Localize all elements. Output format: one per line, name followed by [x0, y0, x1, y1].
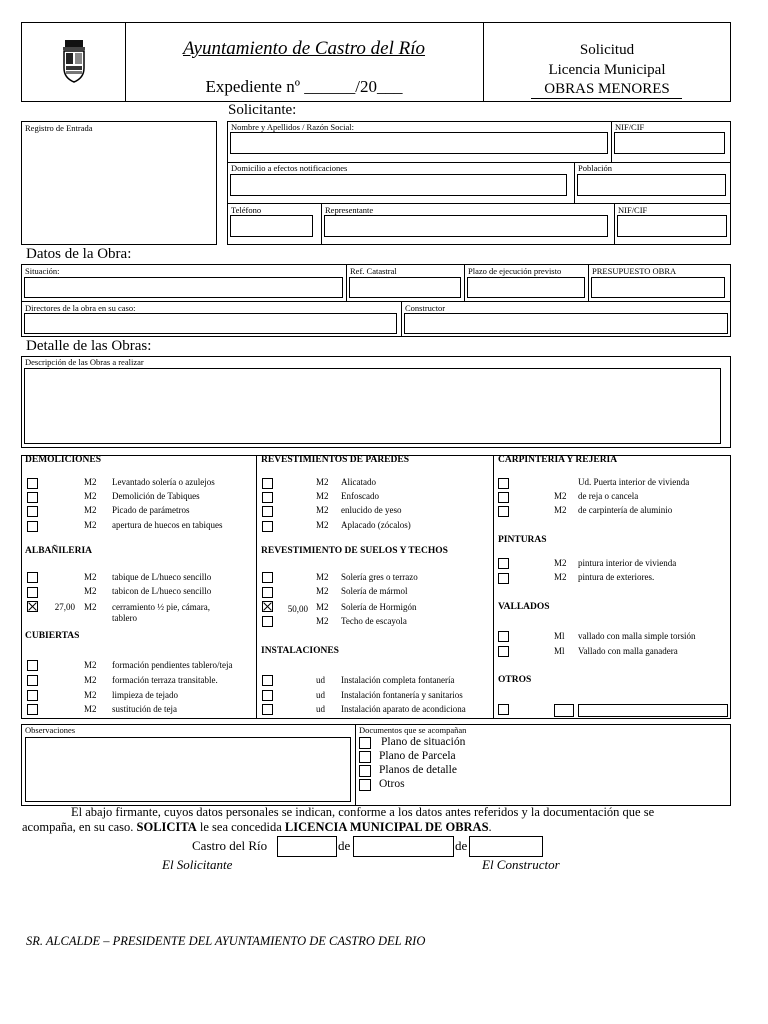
ins-check-1[interactable]: [262, 675, 273, 686]
plazo-input[interactable]: [467, 277, 585, 298]
town-title: Ayuntamiento de Castro del Río: [182, 38, 426, 59]
datos-hline: [21, 301, 731, 302]
dem-unit-4: M2: [84, 520, 97, 530]
alb-label-3b: tablero: [112, 613, 137, 623]
telefono-label: Teléfono: [231, 205, 262, 215]
par-label-3: enlucido de yeso: [341, 505, 402, 515]
doc-check-4[interactable]: [359, 779, 371, 791]
cub-check-2[interactable]: [27, 675, 38, 686]
situacion-label: Situación:: [25, 266, 60, 276]
par-label-1: Alicatado: [341, 477, 376, 487]
plazo-label: Plazo de ejecución previsto: [468, 266, 562, 276]
par-unit-1: M2: [316, 477, 329, 487]
alb-check-2[interactable]: [27, 587, 38, 598]
par-check-3[interactable]: [262, 506, 273, 517]
descripcion-input[interactable]: [24, 368, 721, 444]
doc-label-4: Otros: [379, 778, 405, 790]
par-label-2: Enfoscado: [341, 491, 379, 501]
representante-input[interactable]: [324, 215, 608, 237]
cub-unit-2: M2: [84, 675, 97, 685]
doc-label-1: Plano de situación: [381, 736, 466, 748]
pinturas-heading: PINTURAS: [498, 535, 547, 545]
demoliciones-heading: DEMOLICIONES: [25, 455, 102, 465]
de-label-2: de: [455, 838, 468, 853]
dem-check-4[interactable]: [27, 521, 38, 532]
cubiertas-heading: CUBIERTAS: [25, 631, 80, 641]
obras-underline: [531, 98, 682, 99]
pin-unit-1: M2: [554, 558, 567, 568]
datos-vline-2: [464, 264, 465, 301]
car-check-1[interactable]: [498, 478, 509, 489]
cub-check-1[interactable]: [27, 660, 38, 671]
ins-check-3[interactable]: [262, 704, 273, 715]
ins-unit-1: ud: [316, 675, 325, 685]
nombre-label: Nombre y Apellidos / Razón Social:: [231, 122, 354, 132]
directores-input[interactable]: [24, 313, 397, 334]
par-check-4[interactable]: [262, 521, 273, 532]
albanileria-heading: ALBAÑILERIA: [25, 546, 93, 556]
dem-unit-2: M2: [84, 491, 97, 501]
par-label-4: Aplacado (zócalos): [341, 520, 411, 530]
carpinteria-heading: CARPINTERIA Y REJERIA: [498, 455, 618, 465]
alb-unit-2: M2: [84, 586, 97, 596]
sue-unit-2: M2: [316, 586, 329, 596]
cub-check-4[interactable]: [27, 704, 38, 715]
grid-vline-1: [256, 455, 257, 719]
dem-check-2[interactable]: [27, 492, 38, 503]
ins-label-1: Instalación completa fontanería: [341, 675, 455, 685]
sue-label-4: Techo de escayola: [341, 616, 407, 626]
situacion-input[interactable]: [24, 277, 343, 298]
nif-label-1: NIF/CIF: [615, 122, 645, 132]
par-unit-4: M2: [316, 520, 329, 530]
section-solicitante: Solicitante:: [228, 102, 297, 118]
observaciones-input[interactable]: [25, 737, 351, 802]
poblacion-label: Población: [578, 163, 612, 173]
obras-menores-label: OBRAS MENORES: [544, 81, 670, 97]
ins-check-2[interactable]: [262, 690, 273, 701]
grid-vline-2: [493, 455, 494, 719]
sue-label-3: Solería de Hormigón: [341, 602, 417, 612]
nif-input-1[interactable]: [614, 132, 725, 154]
sue-qty-3: 50,00: [287, 604, 308, 614]
documentos-label: Documentos que se acompañan: [359, 725, 467, 735]
nif-input-2[interactable]: [617, 215, 727, 237]
observaciones-label: Observaciones: [25, 725, 76, 735]
val-unit-1: Ml: [554, 631, 565, 641]
pin-check-2[interactable]: [498, 573, 509, 584]
car-check-3[interactable]: [498, 506, 509, 517]
day-input[interactable]: [277, 836, 337, 857]
dem-unit-1: M2: [84, 477, 97, 487]
doc-check-2[interactable]: [359, 751, 371, 763]
sol-vline-1: [611, 121, 612, 162]
representante-label: Representante: [325, 205, 374, 215]
val-check-2[interactable]: [498, 646, 509, 657]
alb-check-1[interactable]: [27, 572, 38, 583]
pin-label-2: pintura de exteriores.: [578, 572, 655, 582]
par-unit-3: M2: [316, 505, 329, 515]
datos-vline-4: [401, 301, 402, 337]
poblacion-input[interactable]: [577, 174, 726, 196]
sue-unit-1: M2: [316, 572, 329, 582]
month-input[interactable]: [353, 836, 454, 857]
sue-check-1[interactable]: [262, 572, 273, 583]
dem-label-3: Picado de parámetros: [112, 505, 190, 515]
alb-label-2: tabicon de L/hueco sencillo: [112, 586, 212, 596]
el-constructor: El Constructor: [482, 857, 560, 872]
el-solicitante: El Solicitante: [162, 857, 233, 872]
bottom-vline: [355, 724, 356, 806]
presupuesto-input[interactable]: [591, 277, 725, 298]
pin-label-1: pintura interior de vivienda: [578, 558, 677, 568]
cub-unit-3: M2: [84, 690, 97, 700]
doc-label-2: Plano de Parcela: [379, 750, 456, 762]
registro-box: [21, 121, 217, 245]
sue-label-1: Solería gres o terrazo: [341, 572, 418, 582]
cub-unit-1: M2: [84, 660, 97, 670]
val-unit-2: Ml: [554, 646, 565, 656]
cub-unit-4: M2: [84, 704, 97, 714]
vallados-heading: VALLADOS: [498, 602, 550, 612]
registro-label: Registro de Entrada: [25, 123, 93, 133]
alcalde-line: SR. ALCALDE – PRESIDENTE DEL AYUNTAMIENTO DE CASTRO DEL RIO: [26, 934, 426, 948]
statement-line-2: [22, 820, 492, 835]
datos-vline-1: [346, 264, 347, 301]
alb-label-3: cerramiento ½ pie, cámara,: [112, 602, 210, 612]
alb-unit-1: M2: [84, 572, 97, 582]
cub-label-1: formación pendientes tablero/teja: [112, 660, 233, 670]
alb-label-1: tabique de L/hueco sencillo: [112, 572, 212, 582]
sue-label-2: Solería de mármol: [341, 586, 408, 596]
pin-check-1[interactable]: [498, 558, 509, 569]
cub-label-2: formación terraza transitable.: [112, 675, 218, 685]
year-input[interactable]: [469, 836, 543, 857]
par-unit-2: M2: [316, 491, 329, 501]
cub-label-3: limpieza de tejado: [112, 690, 178, 700]
statement-acompana: acompaña, en su caso.: [22, 820, 134, 834]
otros-desc-input[interactable]: [578, 704, 728, 717]
constructor-label: Constructor: [405, 303, 446, 313]
statement-line-1: El abajo firmante, cuyos datos personales se indican, conforme a los datos antes referidos y la documentación que se: [71, 805, 655, 819]
instalaciones-heading: INSTALACIONES: [261, 646, 339, 656]
car-label-3: de carpintería de aluminio: [578, 505, 673, 515]
coat-of-arms-icon: [60, 38, 88, 84]
statement-period: .: [488, 820, 492, 834]
alb-qty-3: 27,00: [54, 602, 75, 612]
statement-concedida: le sea concedida: [199, 820, 282, 834]
constructor-input[interactable]: [404, 313, 728, 334]
doc-label-3: Planos de detalle: [379, 764, 457, 776]
sol-vline-4: [614, 203, 615, 245]
solicita-word: SOLICITA: [136, 820, 197, 834]
descripcion-label: Descripción de las Obras a realizar: [25, 357, 144, 367]
dem-label-2: Demolición de Tabiques: [112, 491, 200, 501]
car-check-2[interactable]: [498, 492, 509, 503]
cub-label-4: sustitución de teja: [112, 704, 177, 714]
ins-label-2: Instalación fontanería y sanitarios: [341, 690, 463, 700]
doc-check-3[interactable]: [359, 765, 371, 777]
licencia-label: Licencia Municipal: [548, 62, 666, 78]
car-label-1: Ud. Puerta interior de vivienda: [578, 477, 690, 487]
pin-unit-2: M2: [554, 572, 567, 582]
telefono-input[interactable]: [230, 215, 313, 237]
directores-label: Directores de la obra en su caso:: [25, 303, 136, 313]
section-detalle: Detalle de las Obras:: [26, 338, 152, 354]
datos-vline-3: [588, 264, 589, 301]
car-unit-2: M2: [554, 491, 567, 501]
nif-label-2: NIF/CIF: [618, 205, 648, 215]
domicilio-input[interactable]: [230, 174, 567, 196]
otros-check[interactable]: [498, 704, 509, 715]
ins-label-3: Instalación aparato de acondiciona: [341, 704, 466, 714]
dem-check-3[interactable]: [27, 506, 38, 517]
sue-unit-4: M2: [316, 616, 329, 626]
suelos-heading: REVESTIMIENTO DE SUELOS Y TECHOS: [261, 546, 448, 556]
dem-unit-3: M2: [84, 505, 97, 515]
par-check-1[interactable]: [262, 478, 273, 489]
catastral-input[interactable]: [349, 277, 461, 298]
nombre-input[interactable]: [230, 132, 608, 154]
de-label-1: de: [338, 838, 351, 853]
doc-check-1[interactable]: [359, 737, 371, 749]
alb-check-3[interactable]: [27, 601, 38, 612]
alb-unit-3: M2: [84, 602, 97, 612]
par-check-2[interactable]: [262, 492, 273, 503]
val-label-2: Vallado con malla ganadera: [578, 646, 678, 656]
sue-unit-3: M2: [316, 602, 329, 612]
sue-check-2[interactable]: [262, 587, 273, 598]
dem-label-1: Levantado solería o azulejos: [112, 477, 215, 487]
sue-check-4[interactable]: [262, 616, 273, 627]
licencia-obras: LICENCIA MUNICIPAL DE OBRAS: [284, 820, 489, 834]
domicilio-label: Domicilio a efectos notificaciones: [231, 163, 348, 173]
dem-check-1[interactable]: [27, 478, 38, 489]
otros-heading: OTROS: [498, 675, 532, 685]
ins-unit-3: ud: [316, 704, 325, 714]
expediente-number: Expediente nº ______/20___: [205, 77, 403, 96]
paredes-heading: REVESTIMIENTOS DE PAREDES: [261, 455, 409, 465]
otros-qty-input[interactable]: [554, 704, 574, 717]
sol-hline-2: [227, 203, 731, 204]
car-label-2: de reja o cancela: [578, 491, 639, 501]
sol-vline-2: [574, 162, 575, 203]
val-label-1: vallado con malla simple torsión: [578, 631, 696, 641]
presupuesto-label: PRESUPUESTO OBRA: [592, 266, 677, 276]
sue-check-3[interactable]: [262, 601, 273, 612]
section-datos: Datos de la Obra:: [26, 246, 132, 262]
val-check-1[interactable]: [498, 631, 509, 642]
dem-label-4: apertura de huecos en tabiques: [112, 520, 223, 530]
car-unit-3: M2: [554, 505, 567, 515]
castro-label: Castro del Río: [192, 838, 268, 853]
sol-vline-3: [321, 203, 322, 245]
ins-unit-2: ud: [316, 690, 325, 700]
catastral-label: Ref. Catastral: [350, 266, 397, 276]
cub-check-3[interactable]: [27, 690, 38, 701]
solicitud-label: Solicitud: [579, 42, 635, 58]
